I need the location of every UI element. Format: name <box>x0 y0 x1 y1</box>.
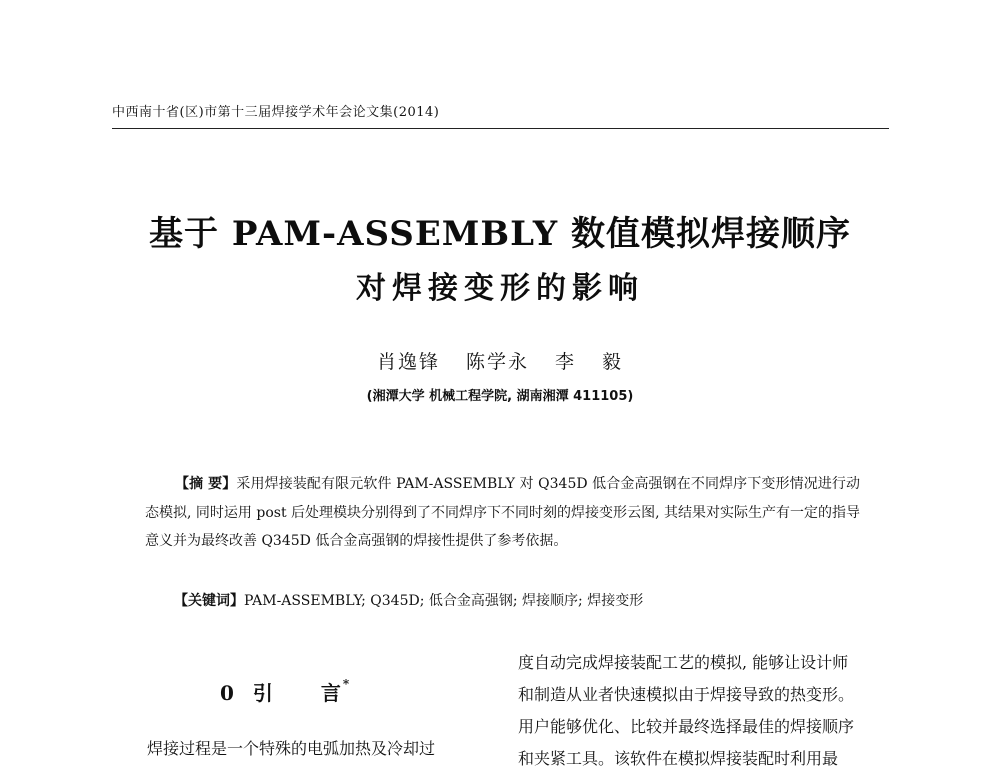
paper-authors: 肖逸锋 陈学永 李 毅 <box>376 351 624 373</box>
footnote-mark: * <box>342 677 351 691</box>
section-number: 0 <box>220 681 235 705</box>
paper-affiliation: (湘潭大学 机械工程学院, 湖南湘潭 411105) <box>366 389 634 404</box>
abstract-text: 采用焊接装配有限元软件 PAM-ASSEMBLY 对 Q345D 低合金高强钢在不同焊序下变形情况进行动态模拟, 同时运用 post 后处理模块分别得到了不同焊序下不同时刻的焊接变形云图, 其结果对实际生产有一定的指导意义并为最终改善 Q345D 低合金高强钢的焊接性提供了参考依据。 <box>145 476 860 550</box>
header-rule <box>112 128 889 129</box>
paper-title-line-1: 基于 PAM-ASSEMBLY 数值模拟焊接顺序 <box>149 214 851 254</box>
right-column-line: 和夹紧工具。该软件在模拟焊接装配时利用最 <box>518 749 839 768</box>
running-header: 中西南十省(区)市第十三届焊接学术年会论文集(2014) <box>112 105 440 120</box>
keywords-label: 【关键词】 <box>174 593 244 609</box>
right-column-line: 和制造从业者快速模拟由于焊接导致的热变形。 <box>518 685 855 704</box>
keywords <box>174 590 643 610</box>
section-heading <box>220 677 350 706</box>
abstract-label: 【摘 要】 <box>175 476 237 492</box>
right-column-line: 用户能够优化、比较并最终选择最佳的焊接顺序 <box>518 717 855 736</box>
abstract <box>145 470 860 556</box>
left-column-line: 焊接过程是一个特殊的电弧加热及冷却过 <box>147 739 436 758</box>
left-column-text <box>147 733 492 765</box>
right-column-line: 度自动完成焊接装配工艺的模拟, 能够让设计师 <box>518 653 849 672</box>
section-title-first: 引 <box>252 681 321 705</box>
paper-title-line-2: 对焊接变形的影响 <box>356 271 644 306</box>
section-title-last: 言 <box>320 681 341 705</box>
keywords-text: PAM-ASSEMBLY; Q345D; 低合金高强钢; 焊接顺序; 焊接变形 <box>244 593 644 609</box>
right-column-text <box>518 647 893 775</box>
